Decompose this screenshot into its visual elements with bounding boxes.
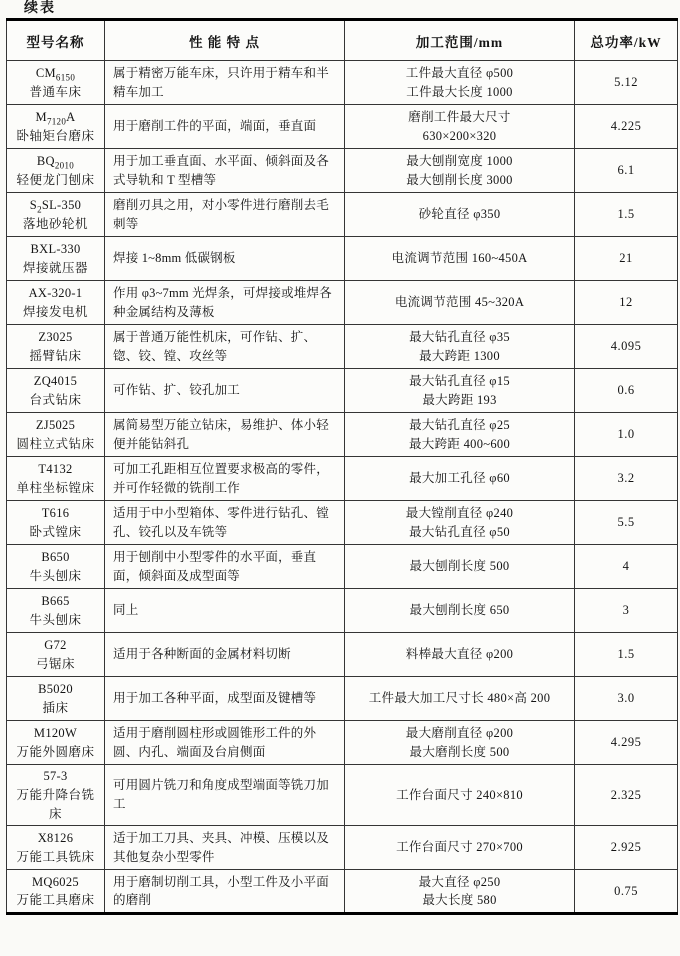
- range-cell: 工件最大直径 φ500 工件最大长度 1000: [345, 61, 575, 105]
- scanned-document-page: [0, 1, 680, 915]
- power-cell: 21: [575, 237, 678, 281]
- model-cell: [7, 677, 105, 721]
- power-cell: 0.6: [575, 369, 678, 413]
- power-cell: 1.5: [575, 633, 678, 677]
- model-name: 万能工具铣床: [16, 849, 95, 864]
- model-name: 牛头刨床: [29, 612, 82, 627]
- range-cell: 最大加工孔径 φ60: [345, 457, 575, 501]
- range-cell: 工件最大加工尺寸长 480×高 200: [345, 677, 575, 721]
- model-cell: [7, 413, 105, 457]
- range-cell: 工作台面尺寸 240×810: [345, 765, 575, 826]
- machine-tools-table: [6, 18, 678, 915]
- model-code: BXL-330: [30, 241, 81, 256]
- table-row: [7, 413, 678, 457]
- model-code: ZJ5025: [35, 417, 76, 432]
- table-row: [7, 281, 678, 325]
- features-cell: 磨削刃具之用，对小零件进行磨削去毛刺等: [105, 193, 345, 237]
- table-row: [7, 457, 678, 501]
- model-cell: [7, 281, 105, 325]
- range-cell: 最大直径 φ250 最大长度 580: [345, 870, 575, 914]
- features-cell: 可用圆片铣刀和角度成型端面等铣刀加工: [105, 765, 345, 826]
- model-name: 焊接发电机: [22, 304, 88, 319]
- model-name: 普通车床: [29, 84, 82, 99]
- table-row: [7, 105, 678, 149]
- model-code: $CM_{6150}$: [35, 65, 76, 83]
- features-cell: 属于普通万能性机床，可作钻、扩、锪、铰、镗、攻丝等: [105, 325, 345, 369]
- model-name: 卧式镗床: [29, 524, 82, 539]
- model-code: G72: [44, 637, 67, 652]
- model-name: 牛头刨床: [29, 568, 82, 583]
- power-cell: 5.12: [575, 61, 678, 105]
- model-code: $BQ_{2010}$: [36, 153, 75, 171]
- range-cell: 电流调节范围 45~320A: [345, 281, 575, 325]
- model-code: MQ6025: [32, 874, 79, 889]
- model-name: 落地砂轮机: [22, 216, 88, 231]
- model-cell: [7, 870, 105, 914]
- features-cell: 用于磨制切削工具，小型工件及小平面的磨削: [105, 870, 345, 914]
- features-cell: 焊接 1~8mm 低碳钢板: [105, 237, 345, 281]
- table-body: [7, 61, 678, 914]
- model-cell: [7, 325, 105, 369]
- header-row: [7, 20, 678, 61]
- model-name: 万能升降台铣床: [16, 787, 95, 821]
- range-cell: 磨削工件最大尺寸 630×200×320: [345, 105, 575, 149]
- model-code: B650: [41, 549, 70, 564]
- range-cell: 砂轮直径 φ350: [345, 193, 575, 237]
- power-cell: 12: [575, 281, 678, 325]
- range-cell: 最大刨削长度 500: [345, 545, 575, 589]
- model-code: T4132: [38, 461, 73, 476]
- table-row: [7, 61, 678, 105]
- features-cell: 属于精密万能车床，只许用于精车和半精车加工: [105, 61, 345, 105]
- model-name: 台式钻床: [29, 392, 82, 407]
- table-row: [7, 826, 678, 870]
- model-code: AX-320-1: [28, 285, 83, 300]
- features-cell: 用于加工垂直面、水平面、倾斜面及各式导轨和 T 型槽等: [105, 149, 345, 193]
- model-code: ZQ4015: [33, 373, 78, 388]
- power-cell: 1.5: [575, 193, 678, 237]
- power-cell: 3: [575, 589, 678, 633]
- features-cell: 属简易型万能立钻床，易维护、体小轻便并能钻斜孔: [105, 413, 345, 457]
- model-cell: [7, 826, 105, 870]
- model-cell: [7, 721, 105, 765]
- table-row: [7, 149, 678, 193]
- table-row: [7, 193, 678, 237]
- table-row: [7, 677, 678, 721]
- model-cell: [7, 501, 105, 545]
- features-cell: 适用于中小型箱体、零件进行钻孔、镗孔、铰孔以及车铣等: [105, 501, 345, 545]
- power-cell: 1.0: [575, 413, 678, 457]
- range-cell: 料棒最大直径 φ200: [345, 633, 575, 677]
- power-cell: 6.1: [575, 149, 678, 193]
- model-name: 摇臂钻床: [29, 348, 82, 363]
- model-code: 57-3: [43, 769, 68, 783]
- range-cell: 最大刨削宽度 1000 最大刨削长度 3000: [345, 149, 575, 193]
- power-cell: 4: [575, 545, 678, 589]
- table-header: [7, 20, 678, 61]
- model-cell: [7, 545, 105, 589]
- table-row: [7, 870, 678, 914]
- features-cell: 适用于磨削圆柱形或圆锥形工件的外圆、内孔、端面及台肩侧面: [105, 721, 345, 765]
- continued-table-label: 续表: [24, 1, 56, 16]
- model-name: 轻便龙门刨床: [16, 172, 95, 187]
- power-cell: 3.0: [575, 677, 678, 721]
- range-cell: 最大镗削直径 φ240 最大钻孔直径 φ50: [345, 501, 575, 545]
- table-row: [7, 721, 678, 765]
- features-cell: 适用于各种断面的金属材料切断: [105, 633, 345, 677]
- model-name: 插床: [42, 700, 69, 715]
- model-cell: [7, 633, 105, 677]
- power-cell: 4.295: [575, 721, 678, 765]
- range-cell: 电流调节范围 160~450A: [345, 237, 575, 281]
- model-cell: [7, 369, 105, 413]
- model-cell: [7, 193, 105, 237]
- model-name: 弓锯床: [35, 656, 75, 671]
- table-row: [7, 633, 678, 677]
- features-cell: 用于磨削工件的平面，端面，垂直面: [105, 105, 345, 149]
- model-code: X8126: [37, 831, 74, 845]
- power-cell: 2.325: [575, 765, 678, 826]
- power-cell: 5.5: [575, 501, 678, 545]
- model-cell: [7, 765, 105, 826]
- model-cell: [7, 61, 105, 105]
- features-cell: 适于加工刀具、夹具、冲模、压模以及其他复杂小型零件: [105, 826, 345, 870]
- power-cell: 4.095: [575, 325, 678, 369]
- power-cell: 0.75: [575, 870, 678, 914]
- model-name: 焊接就压器: [22, 260, 88, 275]
- features-cell: 作用 φ3~7mm 光焊条，可焊接或堆焊各种金属结构及薄板: [105, 281, 345, 325]
- range-cell: 最大钻孔直径 φ25 最大跨距 400~600: [345, 413, 575, 457]
- features-cell: 同上: [105, 589, 345, 633]
- range-cell: 最大磨削直径 φ200 最大磨削长度 500: [345, 721, 575, 765]
- table-row: [7, 545, 678, 589]
- model-code: B5020: [38, 681, 73, 696]
- features-cell: 可加工孔距相互位置要求极高的零件，并可作轻微的铣削工作: [105, 457, 345, 501]
- range-cell: 工作台面尺寸 270×700: [345, 826, 575, 870]
- model-code: T616: [41, 505, 70, 520]
- table-row: [7, 501, 678, 545]
- model-name: 卧轴矩台磨床: [16, 128, 95, 143]
- model-cell: [7, 105, 105, 149]
- power-cell: 3.2: [575, 457, 678, 501]
- range-cell: 最大钻孔直径 φ15 最大跨距 193: [345, 369, 575, 413]
- model-name: 万能工具磨床: [16, 893, 95, 908]
- model-cell: [7, 589, 105, 633]
- table-row: [7, 325, 678, 369]
- table-row: [7, 369, 678, 413]
- model-code: $S_2SL-350$: [29, 197, 82, 215]
- table-row: [7, 237, 678, 281]
- features-cell: 用于加工各种平面，成型面及键槽等: [105, 677, 345, 721]
- model-name: 圆柱立式钻床: [16, 436, 95, 451]
- table-row: [7, 589, 678, 633]
- model-cell: [7, 149, 105, 193]
- col-header-power: 总功率/kW: [575, 20, 678, 61]
- features-cell: 用于刨削中小型零件的水平面，垂直面，倾斜面及成型面等: [105, 545, 345, 589]
- model-name: 万能外圆磨床: [16, 744, 95, 759]
- range-cell: 最大刨削长度 650: [345, 589, 575, 633]
- model-cell: [7, 457, 105, 501]
- col-header-features: 性 能 特 点: [105, 20, 345, 61]
- power-cell: 2.925: [575, 826, 678, 870]
- features-cell: 可作钻、扩、铰孔加工: [105, 369, 345, 413]
- model-code: B665: [41, 593, 70, 608]
- table-row: [7, 765, 678, 826]
- model-cell: [7, 237, 105, 281]
- model-code: M120W: [33, 725, 78, 740]
- model-code: $M_{7120}A$: [35, 109, 76, 127]
- power-cell: 4.225: [575, 105, 678, 149]
- col-header-model: 型号名称: [7, 20, 105, 61]
- model-name: 单柱坐标镗床: [16, 480, 95, 495]
- range-cell: 最大钻孔直径 φ35 最大跨距 1300: [345, 325, 575, 369]
- col-header-range: 加工范围/mm: [345, 20, 575, 61]
- model-code: Z3025: [38, 329, 73, 344]
